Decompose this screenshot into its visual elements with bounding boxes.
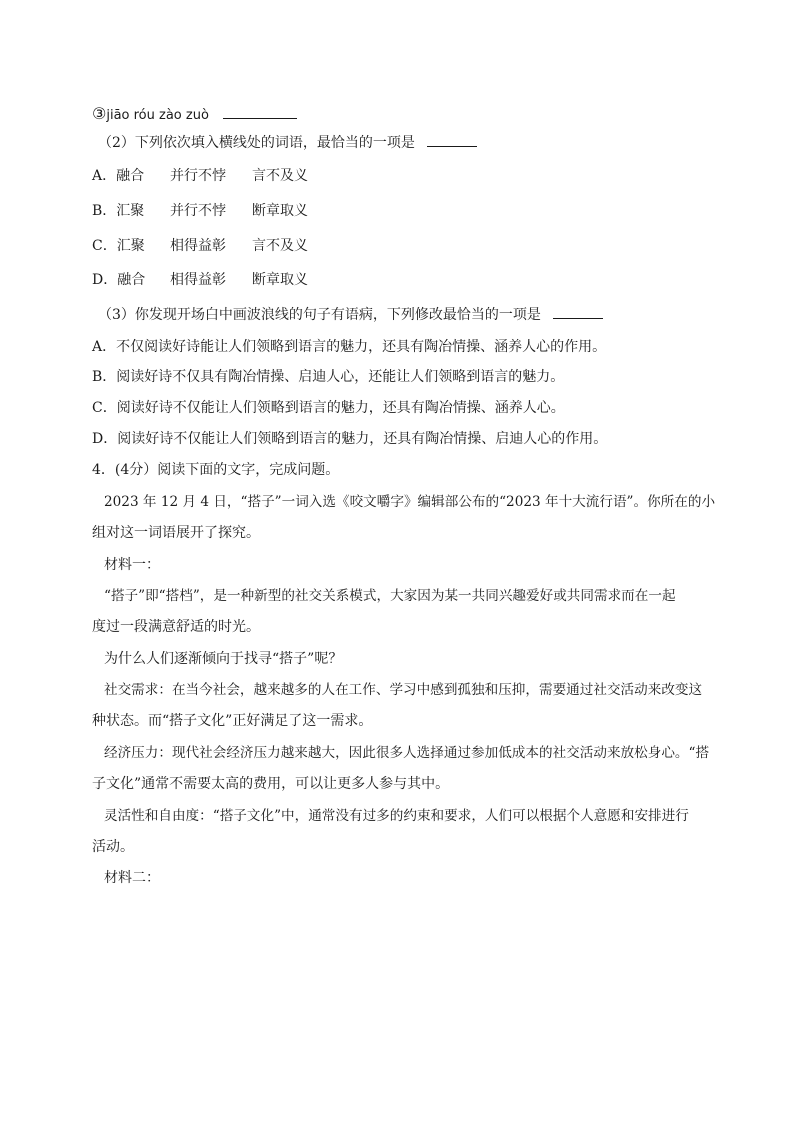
question-3-stem [98,304,603,325]
option-b[interactable] [92,201,392,221]
option-d[interactable]: D．阅读好诗不仅能让人们领略到语言的魅力，还具有陶冶情操、启迪人心的作用。 [92,431,608,447]
material-1-paragraph-2-line-1: 社交需求：在当今社会，越来越多的人在工作、学习中感到孤独和压抑，需要通过社交活动来改变这 [104,682,703,698]
material-1-paragraph-4-line-1: 灵活性和自由度：“搭子文化”中，通常没有过多的约束和要求，人们可以根据个人意愿和安排进行 [104,808,689,824]
option-label: C．汇聚 [92,238,145,254]
option-b[interactable]: B．阅读好诗不仅具有陶冶情操、启迪人心，还能让人们领略到语言的魅力。 [92,369,565,385]
material-1-paragraph-1-line-1: “搭子”即“搭档”，是一种新型的社交关系模式，大家因为某一共同兴趣爱好或共同需求而在一起 [104,588,676,604]
option-word-2: 并行不悖 [170,203,226,219]
option-word-3: 言不及义 [252,168,308,184]
pinyin-text: jiāo róu zào zuò [106,108,209,123]
option-label: B．汇聚 [92,203,145,219]
option-word-3: 言不及义 [252,238,308,254]
question-2-stem [98,132,477,153]
material-1-paragraph-3-line-1: 经济压力：现代社会经济压力越来越大，因此很多人选择通过参加低成本的社交活动来放松身心。“搭 [104,745,710,761]
option-word-2: 并行不悖 [170,168,226,184]
circled-number-3: ③ [92,104,107,123]
material-1-question: 为什么人们逐渐倾向于找寻“搭子”呢？ [104,651,343,667]
answer-blank[interactable] [427,132,477,147]
option-label: A．融合 [92,168,145,184]
material-1-paragraph-1-line-2: 度过一段满意舒适的时光。 [92,619,260,635]
material-2-title: 材料二： [104,870,160,886]
answer-blank[interactable] [223,104,297,119]
option-word-2: 相得益彰 [170,272,226,288]
answer-blank[interactable] [553,304,603,319]
question-4-header: 4．(4分）阅读下面的文字，完成问题。 [92,462,340,478]
material-1-title: 材料一： [104,557,160,573]
option-word-3: 断章取义 [252,203,308,219]
question-2-text: （2）下列依次填入横线处的词语，最恰当的一项是 [98,135,415,151]
option-a[interactable] [92,166,392,186]
option-d[interactable] [92,270,392,290]
material-1-paragraph-3-line-2: 子文化”通常不需要太高的费用，可以让更多人参与其中。 [92,776,450,792]
material-1-paragraph-4-line-2: 活动。 [92,839,134,855]
option-c[interactable]: C．阅读好诗不仅能让人们领略到语言的魅力，还具有陶冶情操、涵养人心。 [92,400,565,416]
option-word-3: 断章取义 [252,272,308,288]
question-3-text: （3）你发现开场白中画波浪线的句子有语病，下列修改最恰当的一项是 [98,307,541,323]
option-c[interactable] [92,236,392,256]
option-label: D．融合 [92,272,146,288]
option-word-2: 相得益彰 [170,238,226,254]
intro-paragraph-line-1: 2023 年 12 月 4 日，“搭子”一词入选《咬文嚼字》编辑部公布的“2023 年十大流行语”。你所在的小 [104,494,716,510]
material-1-paragraph-2-line-2: 种状态。而“搭子文化”正好满足了这一需求。 [92,713,373,729]
intro-paragraph-line-2: 组对这一词语展开了探究。 [92,525,260,541]
option-a[interactable]: A．不仅阅读好诗能让人们领略到语言的魅力，还具有陶冶情操、涵养人心的作用。 [92,339,607,355]
pinyin-item-3 [92,104,297,126]
